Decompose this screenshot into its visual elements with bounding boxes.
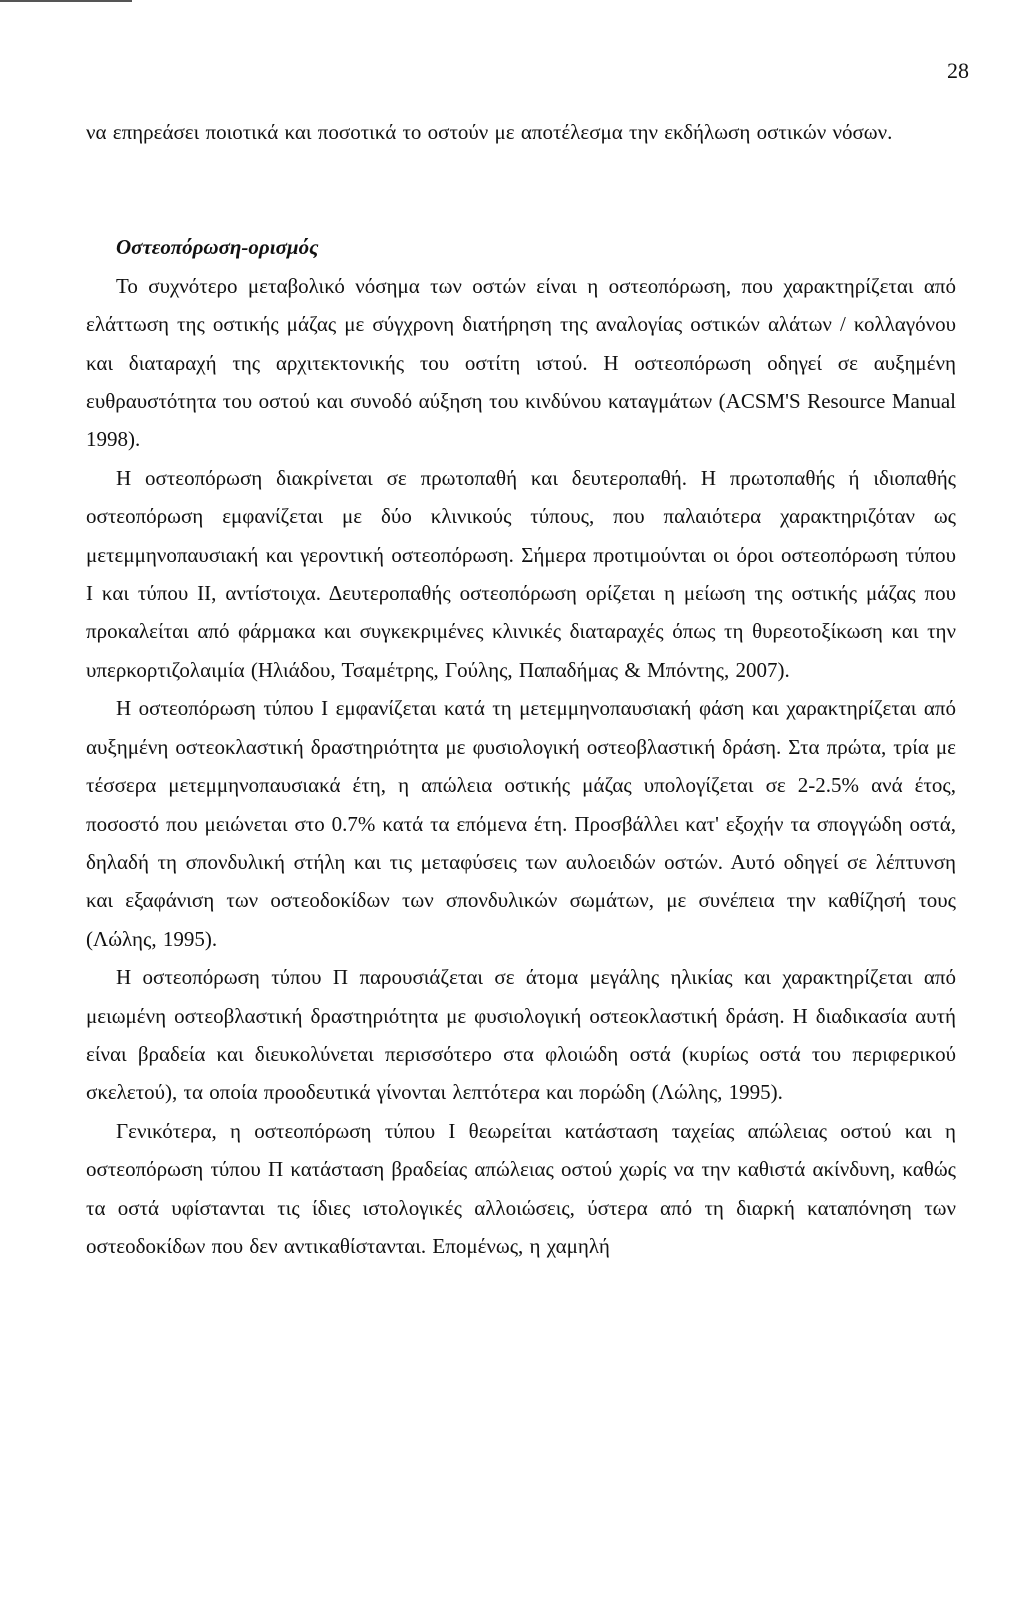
paragraph-general: Γενικότερα, η οστεοπόρωση τύπου I θεωρείται κατάσταση ταχείας απώλειας οστού και η οστεοπόρωση τύπου Π κατάσταση βραδείας απώλειας οστού χωρίς να την καθιστά ακίνδυνη, καθώς τα οστά υφίστανται τις ίδιες ιστολογικές αλλοιώσεις, ύστερα από τη διαρκή καταπόνηση των οστεοδοκίδων που δεν αντικαθίστανται. Επομένως, η χαμηλή [86, 1118, 956, 1258]
paragraph-type-two: Η οστεοπόρωση τύπου Π παρουσιάζεται σε άτομα μεγάλης ηλικίας και χαρακτηρίζεται από μειωμένη οστεοβλαστική δραστηριότητα με φυσιολογική οστεοκλαστική δράση. Η διαδικασία αυτή είναι βραδεία και διευκολύνεται περισσότερο στα φλοιώδη οστά (κυρίως οστά του περιφερικού σκελετού), τα οποία προοδευτικά γίνονται λεπτότερα και πορώδη (Λώλης, 1995). [86, 965, 956, 1105]
section-spacer [86, 151, 956, 228]
section-heading: Οστεοπόρωση-ορισμός [116, 235, 319, 260]
document-body [86, 113, 956, 1265]
paragraph-type-one: Η οστεοπόρωση τύπου I εμφανίζεται κατά τη μετεμμηνοπαυσιακή φάση και χαρακτηρίζεται από αυξημένη οστεοκλαστική δραστηριότητα με φυσιολογική οστεοβλαστική δράση. Στα πρώτα, τρία με τέσσερα μετεμμηνοπαυσιακά έτη, η απώλεια οστικής μάζας υπολογίζεται σε 2-2.5% ανά έτος, ποσοστό που μειώνεται στο 0.7% κατά τα επόμενα έτη. Προσβάλλει κατ' εξοχήν τα σπογγώδη οστά, δηλαδή τη σπονδυλική στήλη και τις μεταφύσεις των αυλοειδών οστών. Αυτό οδηγεί σε λέπτυνση και εξαφάνιση των οστεοδοκίδων των σπονδυλικών σωμάτων, με συνέπεια την καθίζησή τους (Λώλης, 1995). [86, 696, 956, 951]
top-rule [0, 0, 132, 2]
paragraph-classification: Η οστεοπόρωση διακρίνεται σε πρωτοπαθή και δευτεροπαθή. Η πρωτοπαθής ή ιδιοπαθής οστεοπόρωση εμφανίζεται με δύο κλινικούς τύπους, που παλαιότερα χαρακτηριζόταν ως μετεμμηνοπαυσιακή και γεροντική οστεοπόρωση. Σήμερα προτιμούνται οι όροι οστεοπόρωση τύπου I και τύπου II, αντίστοιχα. Δευτεροπαθής οστεοπόρωση ορίζεται η μείωση της οστικής μάζας που προκαλείται από φάρμακα και συγκεκριμένες κλινικές διαταραχές όπως τη θυρεοτοξίκωση και την υπερκορτιζολαιμία (Ηλιάδου, Τσαμέτρης, Γούλης, Παπαδήμας & Μπόντης, 2007). [86, 465, 956, 682]
page-number: 28 [947, 58, 969, 83]
paragraph-definition: Το συχνότερο μεταβολικό νόσημα των οστών είναι η οστεοπόρωση, που χαρακτηρίζεται από ελάττωση της οστικής μάζας με σύγχρονη διατήρηση της αναλογίας οστικών αλάτων / κολλαγόνου και διαταραχή της αρχιτεκτονικής του οστίτη ιστού. Η οστεοπόρωση οδηγεί σε αυξημένη ευθραυστότητα του οστού και συνοδό αύξηση του κινδύνου καταγμάτων (ACSM'S Resource Manual 1998). [86, 273, 956, 452]
paragraph-continuation: να επηρεάσει ποιοτικά και ποσοτικά το οστούν με αποτέλεσμα την εκδήλωση οστικών νόσων. [86, 120, 893, 144]
